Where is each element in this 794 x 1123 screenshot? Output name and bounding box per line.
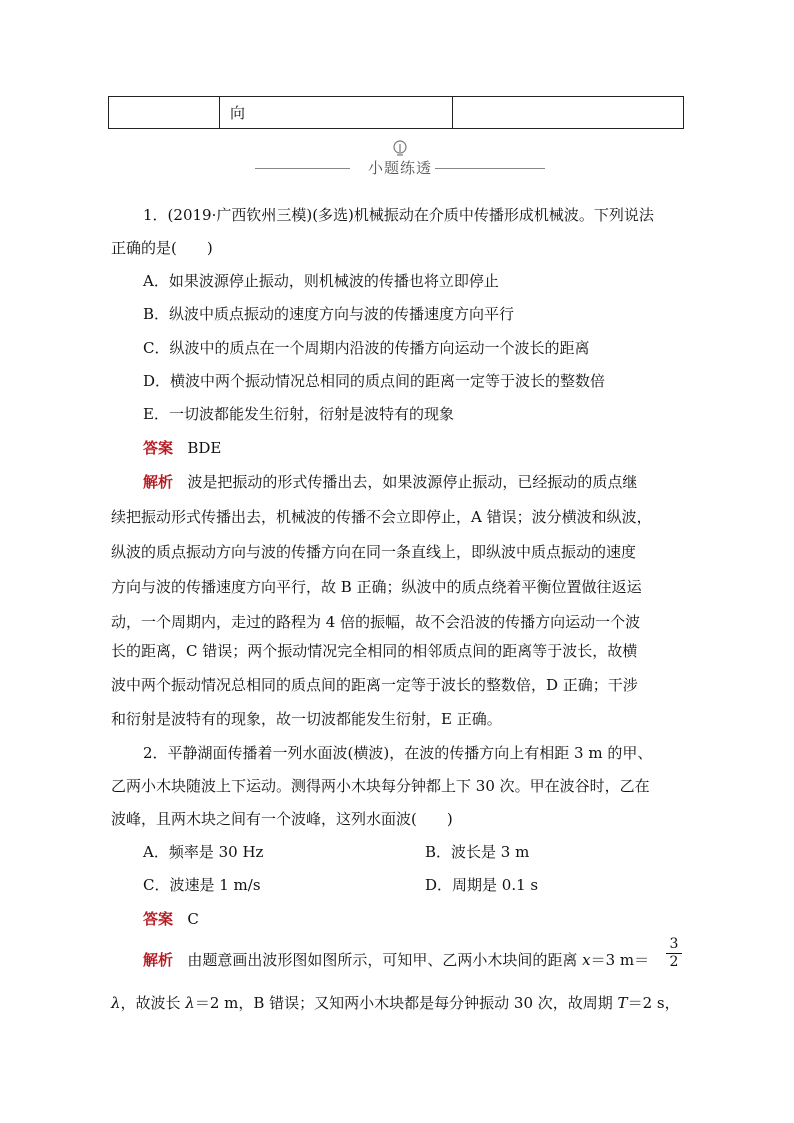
- var-T: T: [617, 994, 628, 1012]
- q2-option-c: C．波速是 1 m/s: [143, 876, 261, 894]
- q2-analysis-line1: [143, 950, 649, 970]
- fraction-numerator: 3: [669, 936, 679, 952]
- fraction-denominator: 2: [669, 954, 679, 970]
- var-lambda: λ: [185, 994, 195, 1012]
- var-x: x: [582, 951, 591, 969]
- analysis-label: 解析: [143, 473, 174, 491]
- q1-option-b: B．纵波中质点振动的速度方向与波的传播速度方向平行: [143, 305, 515, 323]
- divider-line-left: [255, 168, 350, 169]
- q2-option-a: A．频率是 30 Hz: [143, 843, 264, 861]
- q2-option-b: B．波长是 3 m: [425, 843, 530, 861]
- q2-answer: C: [187, 910, 199, 928]
- q1-option-e: E．一切波都能发生衍射，衍射是波特有的现象: [143, 405, 454, 423]
- q1-analysis-line2: 续把振动形式传播出去，机械波的传播不会立即停止，A 错误；波分横波和纵波，: [111, 508, 652, 526]
- q1-option-d: D．横波中两个振动情况总相同的质点间的距离一定等于波长的整数倍: [143, 372, 606, 390]
- q2-answer-line: [143, 909, 199, 929]
- analysis-label: 解析: [143, 951, 174, 969]
- answer-label: 答案: [143, 439, 174, 457]
- q2-analysis-line2: [111, 993, 680, 1013]
- var-lambda: λ: [111, 994, 121, 1012]
- q2-stem-line2: 乙两小木块随波上下运动。测得两小木块每分钟都上下 30 次。甲在波谷时，乙在: [111, 777, 650, 795]
- q1-analysis-text: 波是把振动的形式传播出去，如果波源停止振动，已经振动的质点继: [187, 473, 638, 491]
- q2-option-d: D．周期是 0.1 s: [425, 876, 539, 894]
- divider-line-right: [435, 168, 545, 169]
- section-divider: [255, 140, 545, 180]
- q2-analysis-text: ＝3 m＝: [590, 951, 650, 969]
- q1-analysis-line5: 动，一个周期内，走过的路程为 4 倍的振幅，故不会沿波的传播方向运动一个波: [111, 613, 641, 631]
- top-table: [108, 96, 684, 129]
- answer-label: 答案: [143, 910, 174, 928]
- table-cell-3: [453, 97, 684, 129]
- q1-analysis-line4: 方向与波的传播速度方向平行，故 B 正确；纵波中的质点绕着平衡位置做往返运: [111, 578, 642, 596]
- fraction-three-halves: [666, 937, 682, 970]
- q2-stem-line1: 2．平静湖面传播着一列水面波(横波)，在波的传播方向上有相距 3 m 的甲、: [143, 744, 653, 762]
- table-cell-1: [109, 97, 220, 129]
- q1-answer: BDE: [187, 439, 222, 457]
- q2-analysis-text: ＝2 m，B 错误；又知两小木块都是每分钟振动 30 次，故周期: [194, 994, 618, 1012]
- table-row: [109, 97, 684, 129]
- q1-answer-line: [143, 438, 221, 458]
- section-title: 小题练透: [367, 159, 432, 177]
- q2-analysis-text: ，故波长: [120, 994, 186, 1012]
- lightbulb-icon: [391, 140, 409, 158]
- q2-stem-line3: 波峰，且两木块之间有一个波峰，这列水面波( ): [111, 810, 453, 828]
- table-cell-2: 向: [220, 97, 453, 129]
- q1-analysis-line7: 波中两个振动情况总相同的质点间的距离一定等于波长的整数倍，D 正确；干涉: [111, 676, 638, 694]
- q1-analysis-line8: 和衍射是波特有的现象，故一切波都能发生衍射，E 正确。: [111, 710, 502, 728]
- q1-analysis-line3: 纵波的质点振动方向与波的传播方向在同一条直线上，即纵波中质点振动的速度: [111, 543, 637, 561]
- q1-stem-line1: 1．(2019·广西钦州三模)(多选)机械振动在介质中传播形成机械波。下列说法: [143, 206, 654, 224]
- q1-analysis-line6: 长的距离，C 错误；两个振动情况完全相同的相邻质点间的距离等于波长，故横: [111, 642, 638, 660]
- q1-analysis-line1: [143, 472, 637, 492]
- q2-analysis-text: 由题意画出波形图如图所示，可知甲、乙两小木块间的距离: [187, 951, 583, 969]
- q1-stem-line2: 正确的是( ): [111, 239, 213, 257]
- q2-analysis-text: ＝2 s，: [627, 994, 680, 1012]
- q1-option-a: A．如果波源停止振动，则机械波的传播也将立即停止: [143, 272, 499, 290]
- q1-option-c: C．纵波中的质点在一个周期内沿波的传播方向运动一个波长的距离: [143, 339, 590, 357]
